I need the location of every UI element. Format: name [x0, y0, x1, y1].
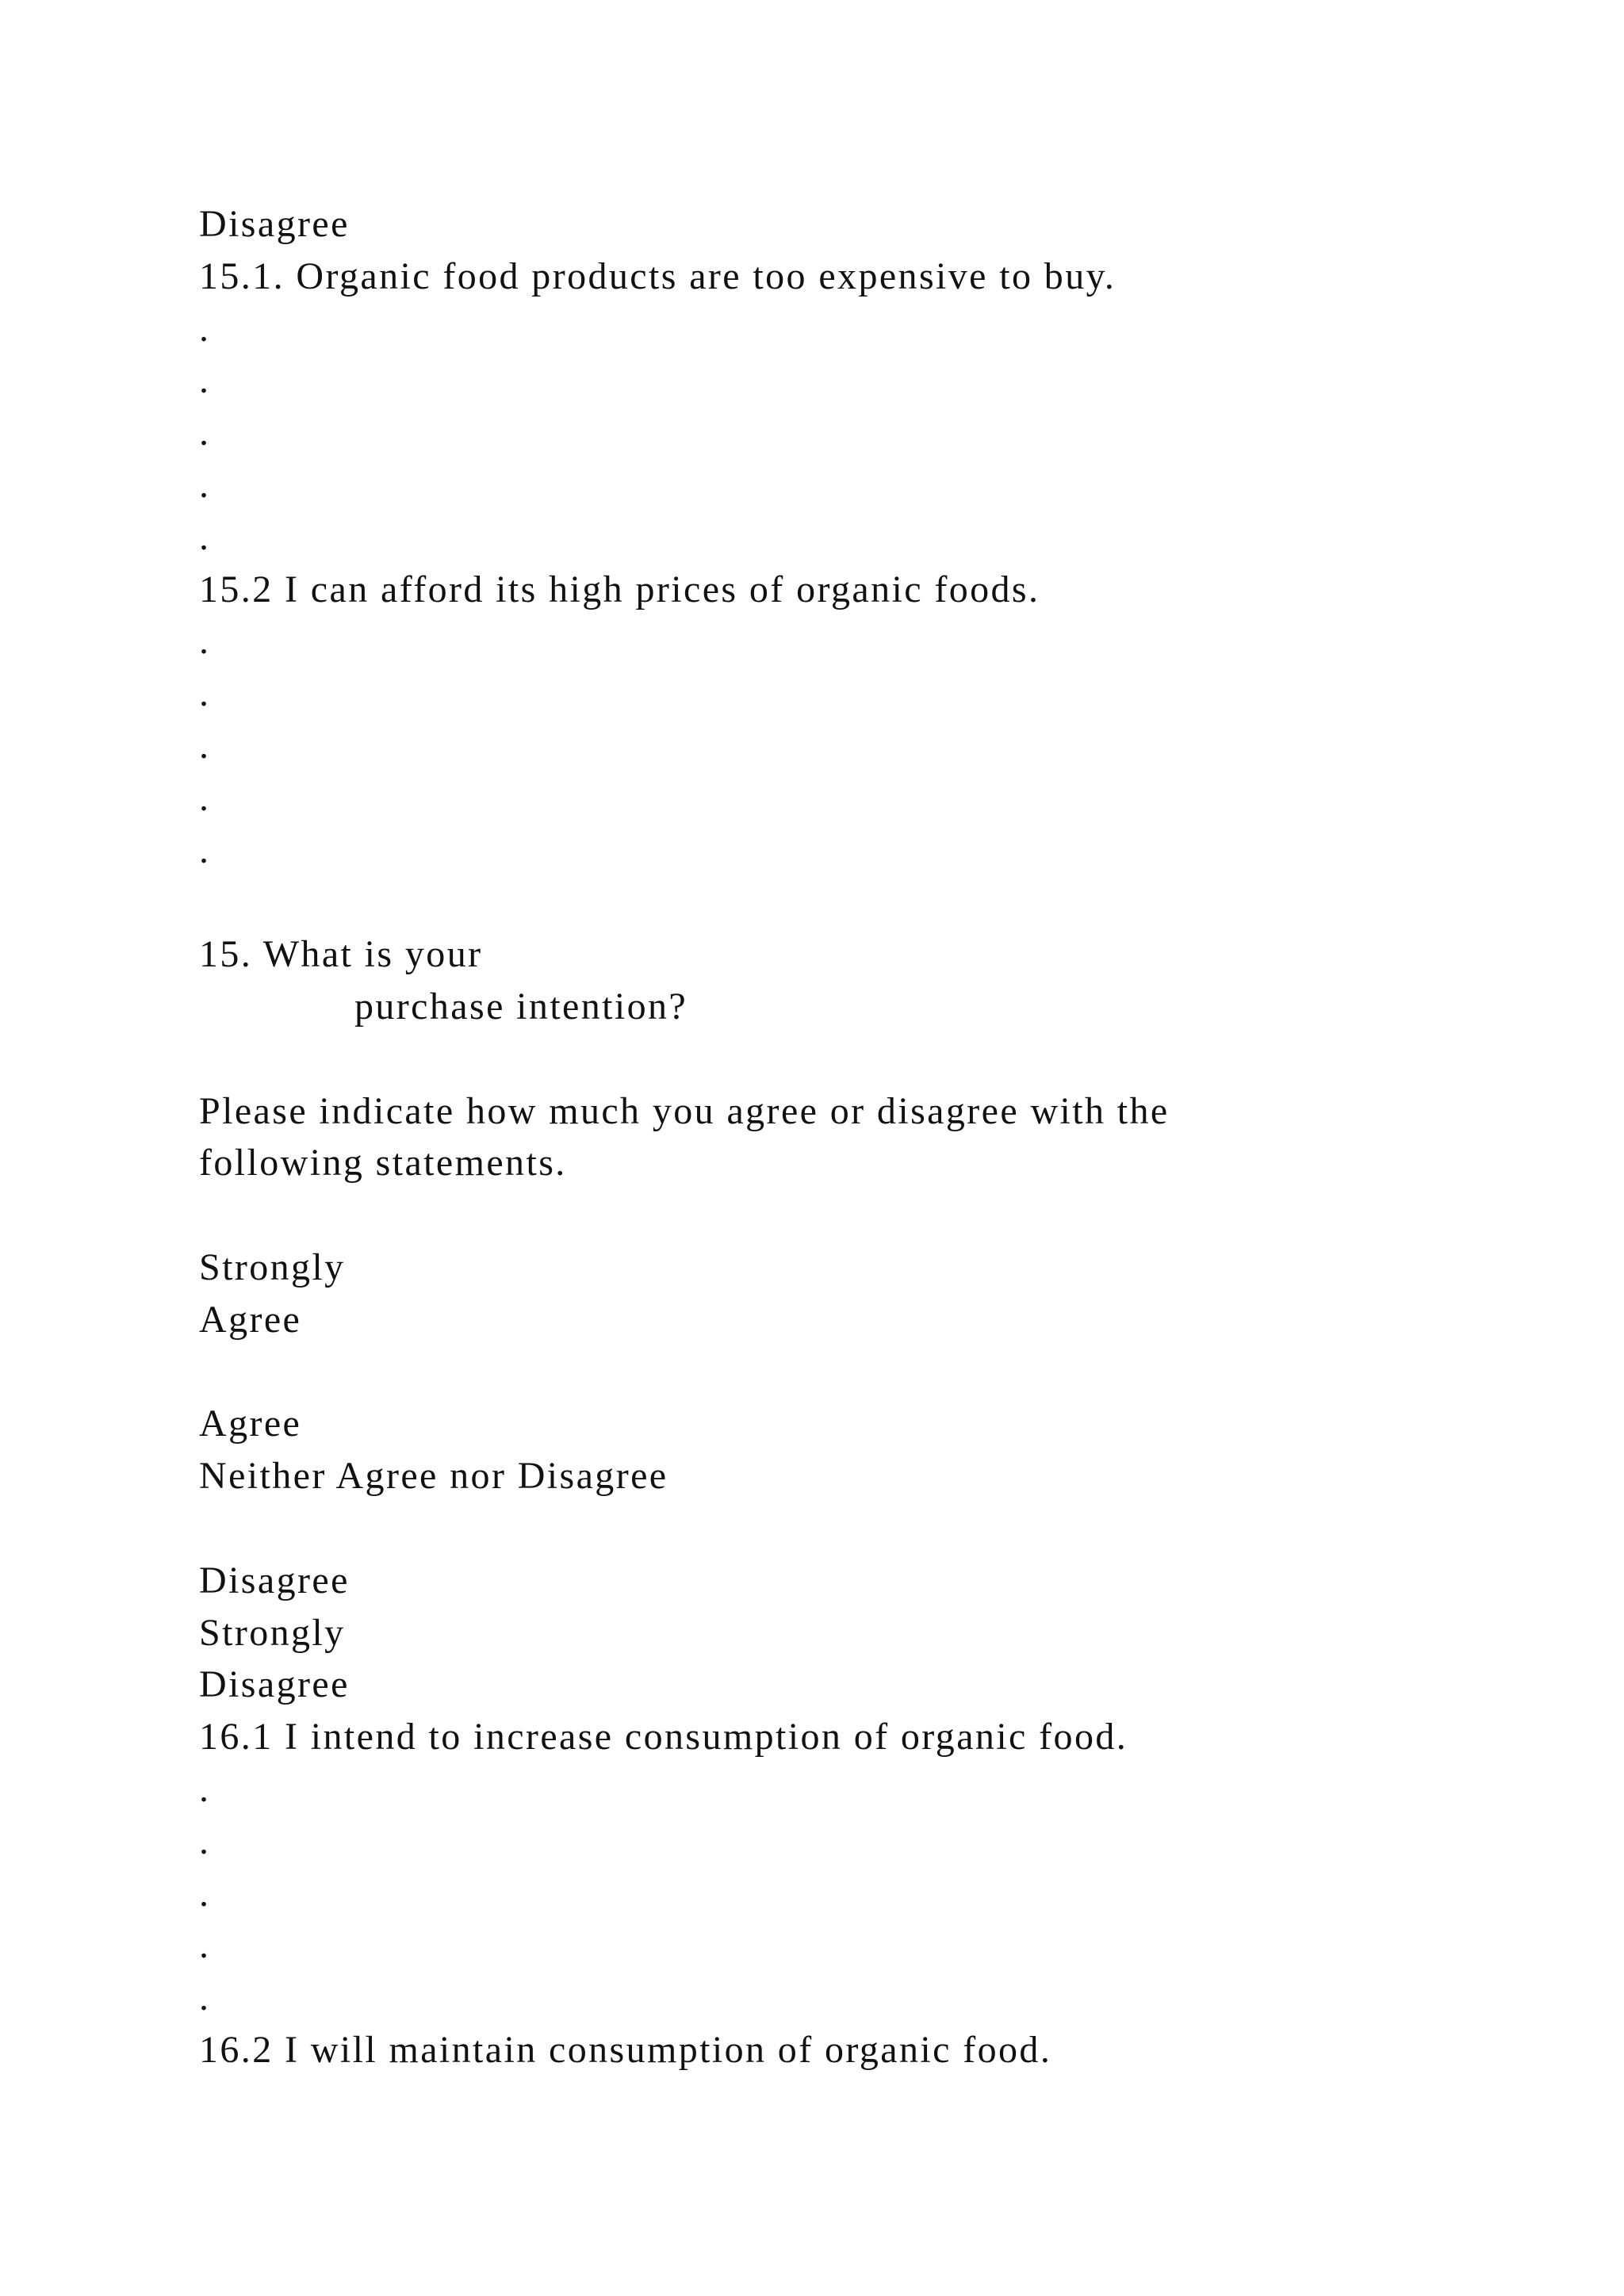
rating-dot: .	[199, 1872, 211, 1915]
item-15-2-statement: 15.2 I can afford its high prices of organic foods.	[199, 568, 1040, 610]
document-body	[199, 198, 1547, 2076]
blank-line	[199, 1033, 1547, 1085]
blank-line	[199, 1502, 1547, 1555]
scale-label-strongly-agree-continued: Agree	[199, 1298, 302, 1341]
rating-dot: .	[199, 776, 211, 819]
rating-dot: .	[199, 828, 211, 871]
rating-dot: .	[199, 1924, 211, 1967]
rating-dot: .	[199, 515, 211, 558]
item-15-1-statement: 15.1. Organic food products are too expensive to buy.	[199, 254, 1116, 297]
rating-dot: .	[199, 463, 211, 506]
rating-dot: .	[199, 411, 211, 454]
question-15-title-continued: purchase intention?	[354, 985, 688, 1027]
scale-label-disagree: Disagree	[199, 203, 350, 245]
rating-dot: .	[199, 1767, 211, 1810]
scale-label-neither: Neither Agree nor Disagree	[199, 1455, 668, 1498]
scale-label-agree: Agree	[199, 1402, 302, 1445]
rating-dot: .	[199, 1820, 211, 1862]
item-16-1-statement: 16.1 I intend to increase consumption of organic food.	[199, 1716, 1128, 1758]
scale-label-strongly-disagree: Strongly	[199, 1611, 346, 1654]
scale-label-disagree: Disagree	[199, 1559, 350, 1601]
scale-label-strongly-disagree-continued: Disagree	[199, 1663, 350, 1706]
rating-dot: .	[199, 307, 211, 350]
question-15-title: 15. What is your	[199, 933, 483, 976]
rating-dot: .	[199, 724, 211, 767]
instructions-text: Please indicate how much you agree or disagree with the	[199, 1089, 1170, 1132]
item-16-2-statement: 16.2 I will maintain consumption of organic food.	[199, 2028, 1052, 2071]
scale-label-strongly-agree: Strongly	[199, 1246, 346, 1288]
blank-line	[199, 876, 1547, 928]
blank-line	[199, 1346, 1547, 1399]
blank-line	[199, 1189, 1547, 1242]
rating-dot: .	[199, 359, 211, 402]
rating-dot: .	[199, 1976, 211, 2019]
rating-dot: .	[199, 620, 211, 663]
instructions-text-continued: following statements.	[199, 1142, 567, 1184]
rating-dot: .	[199, 672, 211, 715]
